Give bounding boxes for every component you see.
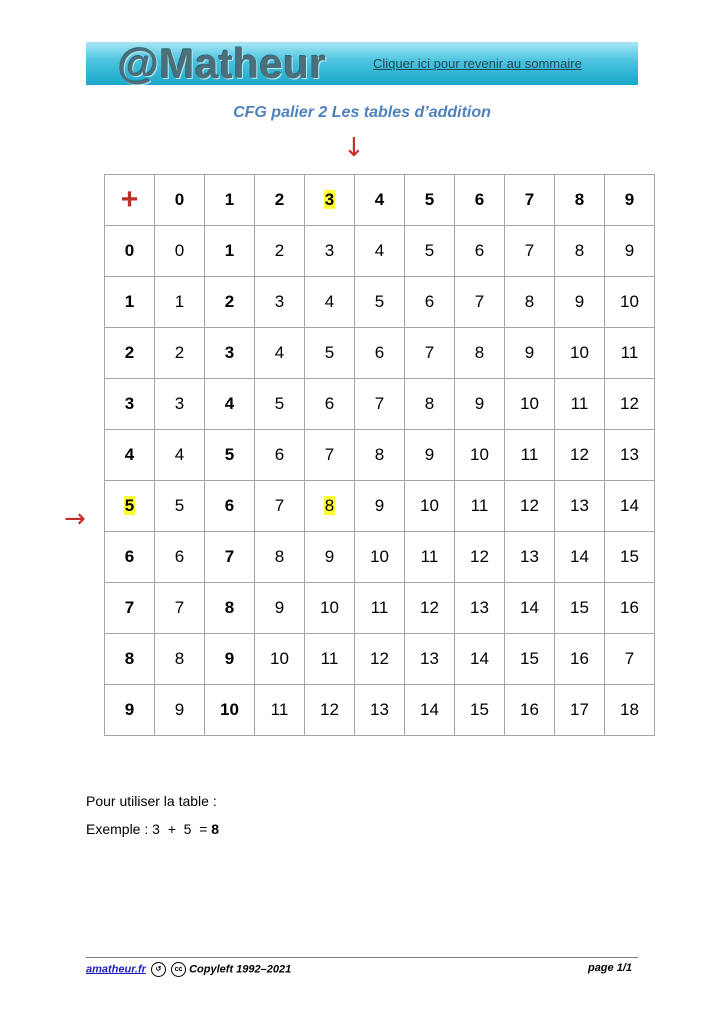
table-row xyxy=(105,226,655,277)
column-header: 7 xyxy=(505,175,555,226)
table-row xyxy=(105,328,655,379)
table-row xyxy=(105,685,655,736)
table-cell: 7 xyxy=(455,277,505,328)
plus-sign-icon: + xyxy=(105,175,155,226)
page-number: page 1/1 xyxy=(587,962,632,974)
table-cell: 14 xyxy=(555,532,605,583)
table-cell: 12 xyxy=(505,481,555,532)
table-cell: 15 xyxy=(555,583,605,634)
table-cell: 6 xyxy=(205,481,255,532)
table-cell: 7 xyxy=(405,328,455,379)
table-cell: 10 xyxy=(355,532,405,583)
table-cell: 5 xyxy=(205,430,255,481)
table-cell: 5 xyxy=(405,226,455,277)
table-cell: 6 xyxy=(405,277,455,328)
table-cell: 15 xyxy=(455,685,505,736)
highlight-marker: 8 xyxy=(324,496,335,515)
table-cell: 15 xyxy=(605,532,655,583)
table-cell: 3 xyxy=(255,277,305,328)
table-cell: 4 xyxy=(255,328,305,379)
row-header: 3 xyxy=(105,379,155,430)
table-cell: 6 xyxy=(255,430,305,481)
table-cell: 8 xyxy=(255,532,305,583)
table-cell: 5 xyxy=(355,277,405,328)
table-cell: 13 xyxy=(355,685,405,736)
table-row xyxy=(105,583,655,634)
table-cell: 12 xyxy=(405,583,455,634)
row-header: 7 xyxy=(105,583,155,634)
table-cell: 15 xyxy=(505,634,555,685)
table-cell: 7 xyxy=(255,481,305,532)
table-cell: 13 xyxy=(405,634,455,685)
table-cell: 11 xyxy=(255,685,305,736)
table-cell: 3 xyxy=(155,379,205,430)
table-cell: 14 xyxy=(405,685,455,736)
column-header: 8 xyxy=(555,175,605,226)
table-cell: 9 xyxy=(255,583,305,634)
table-cell: 13 xyxy=(555,481,605,532)
column-header xyxy=(305,175,355,226)
table-cell: 11 xyxy=(555,379,605,430)
table-cell: 5 xyxy=(305,328,355,379)
table-cell: 9 xyxy=(205,634,255,685)
usage-intro: Pour utiliser la table : xyxy=(86,793,217,809)
table-cell: 11 xyxy=(505,430,555,481)
table-cell: 13 xyxy=(605,430,655,481)
table-row xyxy=(105,634,655,685)
table-cell: 6 xyxy=(355,328,405,379)
table-cell: 13 xyxy=(505,532,555,583)
table-cell: 9 xyxy=(155,685,205,736)
row-header: 6 xyxy=(105,532,155,583)
table-cell: 4 xyxy=(355,226,405,277)
table-cell: 12 xyxy=(455,532,505,583)
table-cell: 10 xyxy=(305,583,355,634)
table-cell: 9 xyxy=(555,277,605,328)
creative-commons-icon: cc xyxy=(171,962,186,977)
example-expression: Exemple : 3 + 5 = xyxy=(86,821,212,837)
table-cell: 9 xyxy=(405,430,455,481)
table-row xyxy=(105,481,655,532)
table-cell: 8 xyxy=(205,583,255,634)
table-row xyxy=(105,532,655,583)
column-header: 6 xyxy=(455,175,505,226)
site-logo: @Matheur xyxy=(118,42,327,85)
column-header: 0 xyxy=(155,175,205,226)
copyleft-icon: ↺ xyxy=(151,962,166,977)
usage-example xyxy=(86,815,219,843)
table-cell: 11 xyxy=(405,532,455,583)
row-header xyxy=(105,481,155,532)
table-cell: 14 xyxy=(505,583,555,634)
table-cell: 11 xyxy=(605,328,655,379)
back-to-summary-link[interactable]: Cliquer ici pour revenir au sommaire xyxy=(373,56,582,71)
table-cell: 14 xyxy=(455,634,505,685)
column-header: 4 xyxy=(355,175,405,226)
table-row xyxy=(105,379,655,430)
usage-instructions xyxy=(86,787,219,843)
column-header: 9 xyxy=(605,175,655,226)
example-result: 8 xyxy=(211,821,220,837)
table-cell: 0 xyxy=(155,226,205,277)
table-cell: 7 xyxy=(355,379,405,430)
table-cell: 12 xyxy=(555,430,605,481)
table-cell: 10 xyxy=(555,328,605,379)
table-header-row xyxy=(105,175,655,226)
table-cell: 6 xyxy=(305,379,355,430)
table-cell: 10 xyxy=(605,277,655,328)
row-header: 4 xyxy=(105,430,155,481)
row-header: 1 xyxy=(105,277,155,328)
site-link[interactable]: amatheur.fr xyxy=(86,963,146,976)
table-cell: 12 xyxy=(355,634,405,685)
table-cell: 1 xyxy=(205,226,255,277)
column-header: 1 xyxy=(205,175,255,226)
table-cell: 4 xyxy=(155,430,205,481)
table-cell: 7 xyxy=(505,226,555,277)
table-cell: 12 xyxy=(305,685,355,736)
page-title: CFG palier 2 Les tables d’addition xyxy=(233,104,491,121)
table-cell: 16 xyxy=(505,685,555,736)
table-cell: 2 xyxy=(205,277,255,328)
page-footer xyxy=(86,962,638,977)
header-banner xyxy=(86,42,638,85)
table-cell: 6 xyxy=(155,532,205,583)
table-row xyxy=(105,430,655,481)
addition-table xyxy=(104,174,655,736)
table-cell: 3 xyxy=(305,226,355,277)
table-cell: 3 xyxy=(205,328,255,379)
table-cell: 11 xyxy=(355,583,405,634)
table-cell: 7 xyxy=(605,634,655,685)
table-cell: 9 xyxy=(455,379,505,430)
table-cell: 8 xyxy=(555,226,605,277)
table-cell: 2 xyxy=(155,328,205,379)
table-cell: 16 xyxy=(555,634,605,685)
table-cell: 10 xyxy=(505,379,555,430)
table-cell: 5 xyxy=(155,481,205,532)
table-cell: 18 xyxy=(605,685,655,736)
table-cell: 10 xyxy=(255,634,305,685)
table-cell: 10 xyxy=(405,481,455,532)
row-header: 9 xyxy=(105,685,155,736)
table-cell: 8 xyxy=(505,277,555,328)
footer-divider xyxy=(86,957,638,958)
table-cell: 8 xyxy=(155,634,205,685)
table-cell: 12 xyxy=(605,379,655,430)
table-cell: 17 xyxy=(555,685,605,736)
table-cell: 7 xyxy=(205,532,255,583)
table-cell: 9 xyxy=(305,532,355,583)
table-cell: 13 xyxy=(455,583,505,634)
row-header: 8 xyxy=(105,634,155,685)
table-cell: 2 xyxy=(255,226,305,277)
table-cell: 8 xyxy=(455,328,505,379)
table-cell: 10 xyxy=(205,685,255,736)
row-header: 0 xyxy=(105,226,155,277)
column-header: 5 xyxy=(405,175,455,226)
column-marker-arrow-icon: ↓ xyxy=(343,133,365,163)
table-cell: 4 xyxy=(305,277,355,328)
column-header: 2 xyxy=(255,175,305,226)
highlight-marker: 5 xyxy=(124,496,135,515)
table-cell: 9 xyxy=(355,481,405,532)
table-cell: 8 xyxy=(405,379,455,430)
copyleft-text: Copyleft 1992–2021 xyxy=(189,963,292,976)
table-cell: 4 xyxy=(205,379,255,430)
table-cell: 11 xyxy=(305,634,355,685)
table-cell: 9 xyxy=(505,328,555,379)
table-cell: 11 xyxy=(455,481,505,532)
table-cell: 9 xyxy=(605,226,655,277)
table-cell: 7 xyxy=(305,430,355,481)
highlight-marker: 3 xyxy=(324,190,335,209)
table-row xyxy=(105,277,655,328)
table-cell: 16 xyxy=(605,583,655,634)
table-cell: 10 xyxy=(455,430,505,481)
table-cell: 6 xyxy=(455,226,505,277)
table-cell: 14 xyxy=(605,481,655,532)
row-marker-arrow-icon: → xyxy=(64,504,86,534)
table-cell xyxy=(305,481,355,532)
table-cell: 7 xyxy=(155,583,205,634)
row-header: 2 xyxy=(105,328,155,379)
table-cell: 5 xyxy=(255,379,305,430)
table-cell: 1 xyxy=(155,277,205,328)
table-cell: 8 xyxy=(355,430,405,481)
